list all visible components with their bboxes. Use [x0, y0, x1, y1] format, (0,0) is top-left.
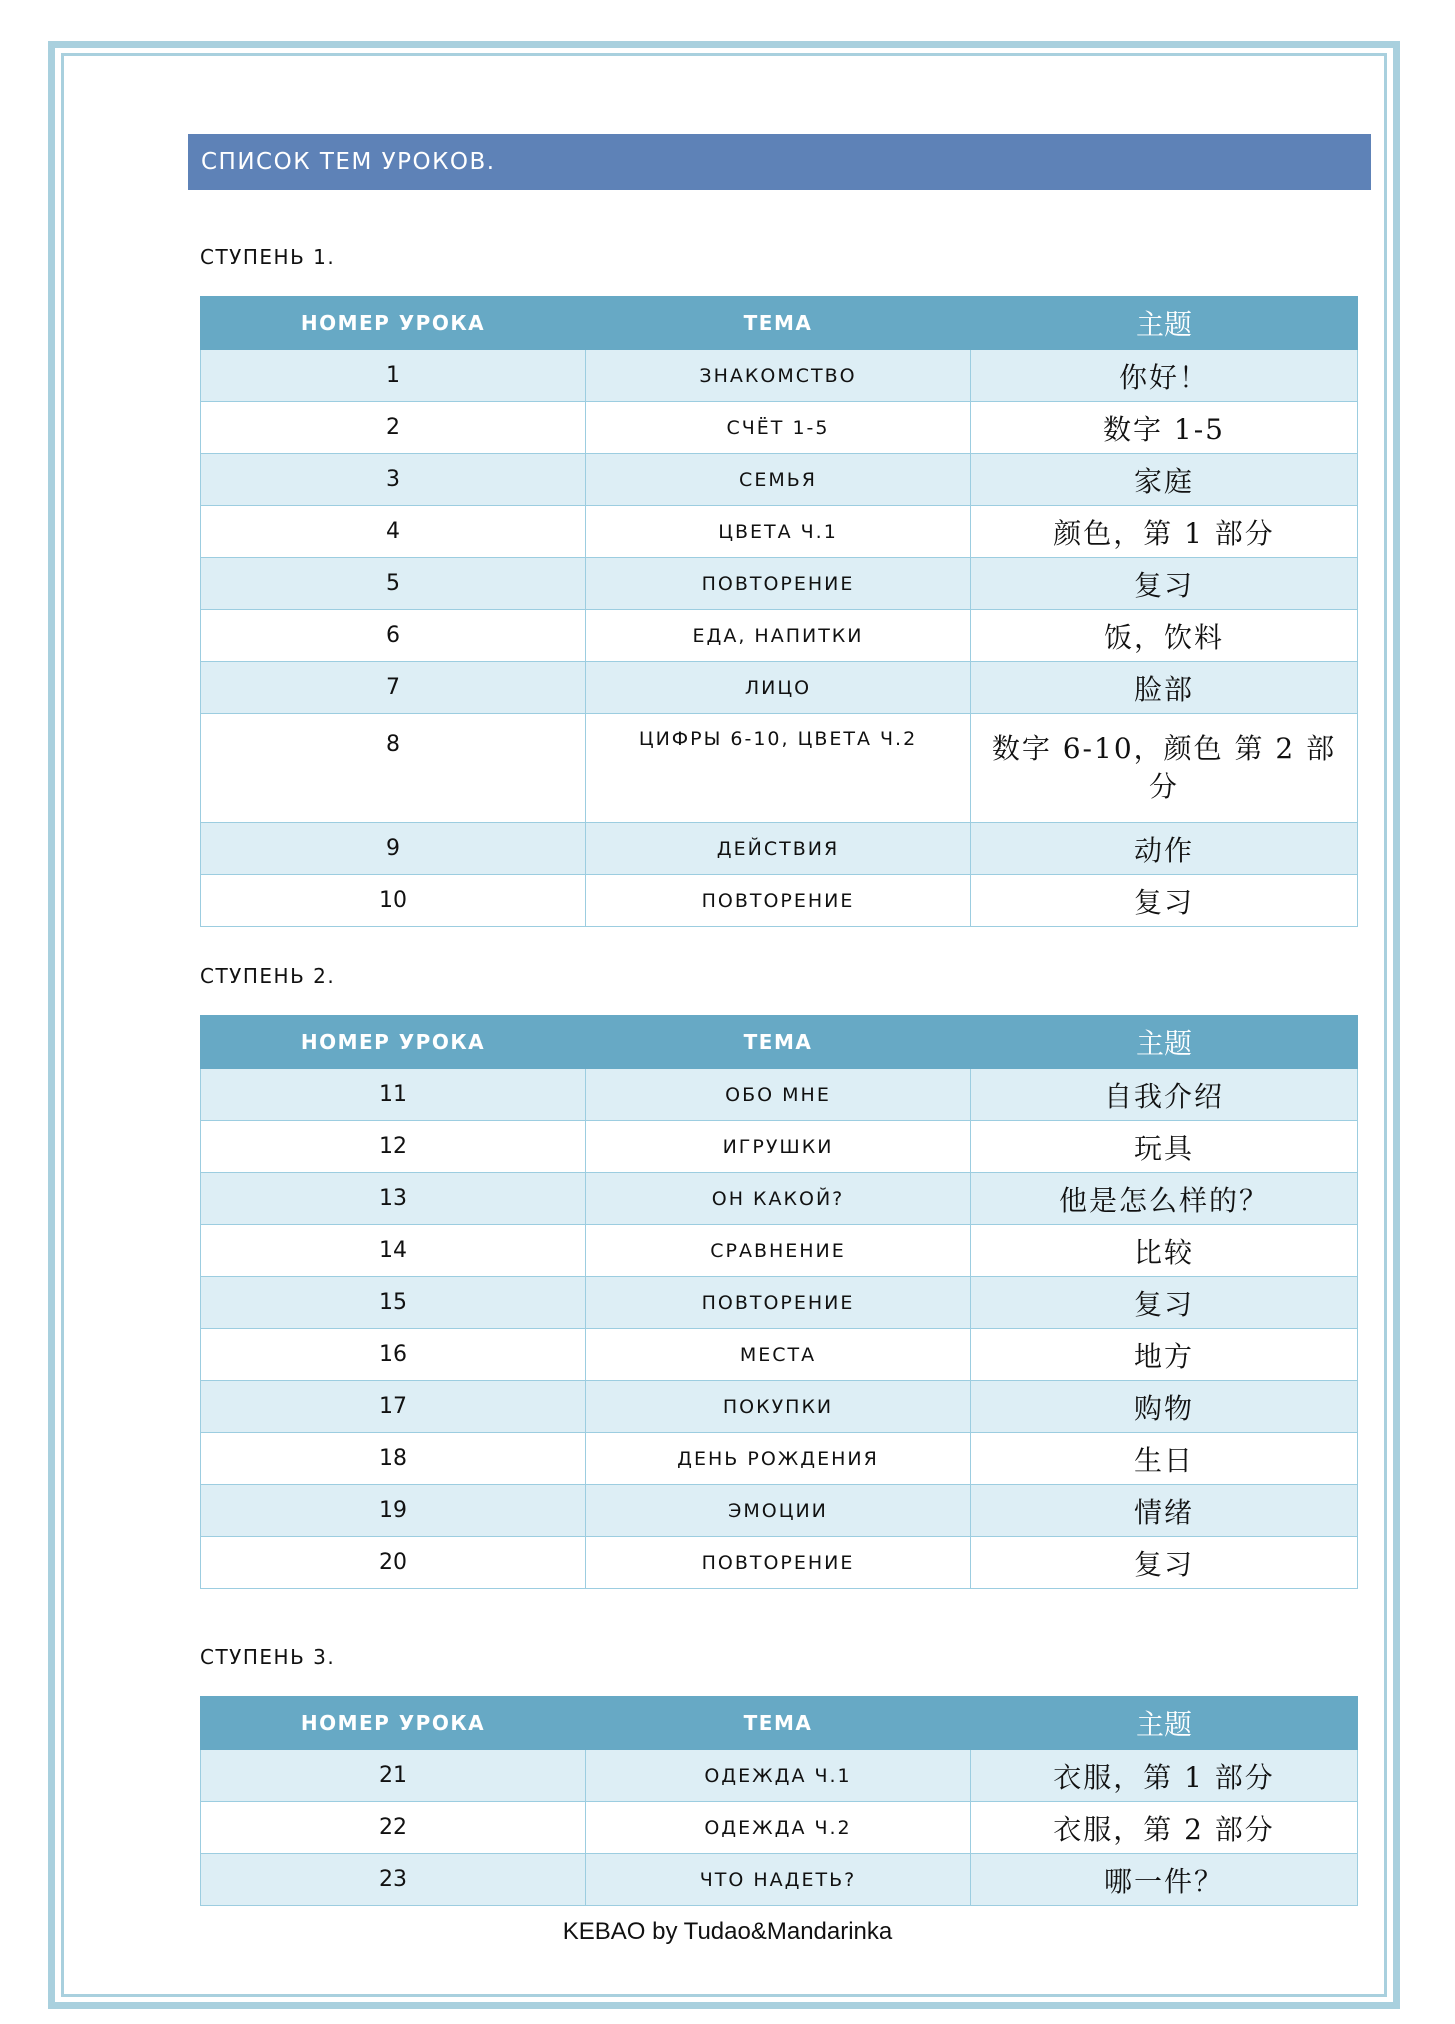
lesson-topic-zh-cell: 地方: [971, 1329, 1358, 1381]
lesson-topic-zh-cell: 购物: [971, 1381, 1358, 1433]
lesson-topic-cell: СЕМЬЯ: [586, 454, 971, 506]
lesson-topic-zh-cell: 你好！: [971, 350, 1358, 402]
table-header-row: [201, 1016, 1358, 1069]
lesson-number-cell: 11: [201, 1069, 586, 1121]
table-row: [201, 1277, 1358, 1329]
lesson-topic-cell: ОДЕЖДА Ч.2: [586, 1802, 971, 1854]
lesson-topic-zh-cell: 脸部: [971, 662, 1358, 714]
table-row: [201, 1173, 1358, 1225]
lesson-number-cell: 3: [201, 454, 586, 506]
table-row: [201, 1329, 1358, 1381]
lesson-number-cell: 10: [201, 875, 586, 927]
lesson-topic-cell: ЧТО НАДЕТЬ?: [586, 1854, 971, 1906]
lesson-topic-cell: СРАВНЕНИЕ: [586, 1225, 971, 1277]
lesson-topic-zh-cell: 复习: [971, 875, 1358, 927]
lesson-number-cell: 22: [201, 1802, 586, 1854]
lesson-topic-cell: ЭМОЦИИ: [586, 1485, 971, 1537]
lesson-number-cell: 12: [201, 1121, 586, 1173]
stage-2-label: СТУПЕНЬ 2.: [200, 964, 336, 988]
lesson-topic-cell: ЦВЕТА Ч.1: [586, 506, 971, 558]
table-row: [201, 1750, 1358, 1802]
table-row: [201, 1537, 1358, 1589]
column-header-number: НОМЕР УРОКА: [201, 1697, 586, 1750]
lesson-number-cell: 6: [201, 610, 586, 662]
lesson-topic-cell: ПОКУПКИ: [586, 1381, 971, 1433]
lesson-number-cell: 15: [201, 1277, 586, 1329]
stage-2-table: [200, 1015, 1358, 1589]
column-header-topic: ТЕМА: [586, 297, 971, 350]
column-header-number: НОМЕР УРОКА: [201, 297, 586, 350]
table-row: [201, 1121, 1358, 1173]
lesson-topic-cell: ОБО МНЕ: [586, 1069, 971, 1121]
table-row: [201, 662, 1358, 714]
lesson-topic-zh-cell: 复习: [971, 558, 1358, 610]
table-row: [201, 610, 1358, 662]
lesson-topic-zh-cell: 动作: [971, 823, 1358, 875]
table-row: [201, 823, 1358, 875]
column-header-topic: ТЕМА: [586, 1016, 971, 1069]
lesson-topic-cell: ЛИЦО: [586, 662, 971, 714]
table-row: [201, 1225, 1358, 1277]
lesson-topic-zh-cell: 他是怎么样的？: [971, 1173, 1358, 1225]
lesson-topic-cell: МЕСТА: [586, 1329, 971, 1381]
lesson-number-cell: 23: [201, 1854, 586, 1906]
stage-1-label: СТУПЕНЬ 1.: [200, 245, 336, 269]
lesson-topic-zh-cell: 复习: [971, 1277, 1358, 1329]
lesson-topic-cell: ПОВТОРЕНИЕ: [586, 1277, 971, 1329]
table-row: [201, 506, 1358, 558]
lesson-topic-zh-cell: 生日: [971, 1433, 1358, 1485]
lesson-topic-cell: ДЕНЬ РОЖДЕНИЯ: [586, 1433, 971, 1485]
lesson-topic-zh-cell: 颜色，第 1 部分: [971, 506, 1358, 558]
lesson-topic-zh-cell: 数字 1-5: [971, 402, 1358, 454]
lesson-topic-zh-cell: 饭，饮料: [971, 610, 1358, 662]
column-header-topic-zh: 主题: [971, 297, 1358, 350]
lesson-topic-zh-cell: 哪一件？: [971, 1854, 1358, 1906]
lesson-number-cell: 19: [201, 1485, 586, 1537]
lesson-topic-cell: ЦИФРЫ 6-10, ЦВЕТА Ч.2: [586, 714, 971, 823]
table-row: [201, 1069, 1358, 1121]
column-header-topic-zh: 主题: [971, 1697, 1358, 1750]
lesson-number-cell: 16: [201, 1329, 586, 1381]
lesson-topic-zh-cell: 自我介绍: [971, 1069, 1358, 1121]
table-row: [201, 1485, 1358, 1537]
lesson-number-cell: 17: [201, 1381, 586, 1433]
lesson-topic-zh-cell: 情绪: [971, 1485, 1358, 1537]
column-header-topic-zh: 主题: [971, 1016, 1358, 1069]
lesson-topic-cell: ОН КАКОЙ?: [586, 1173, 971, 1225]
lesson-topic-zh-cell: 家庭: [971, 454, 1358, 506]
lesson-topic-cell: СЧЁТ 1-5: [586, 402, 971, 454]
table-row: [201, 1802, 1358, 1854]
page-title: СПИСОК ТЕМ УРОКОВ.: [188, 134, 1371, 190]
table-row: [201, 1381, 1358, 1433]
lesson-number-cell: 1: [201, 350, 586, 402]
lesson-topic-zh-cell: 复习: [971, 1537, 1358, 1589]
lesson-number-cell: 4: [201, 506, 586, 558]
table-row: [201, 350, 1358, 402]
table-header-row: [201, 297, 1358, 350]
table-row: [201, 558, 1358, 610]
table-row: [201, 714, 1358, 823]
lesson-number-cell: 7: [201, 662, 586, 714]
lesson-number-cell: 2: [201, 402, 586, 454]
lesson-number-cell: 8: [201, 714, 586, 823]
lesson-topic-zh-cell: 数字 6-10，颜色 第 2 部分: [971, 714, 1358, 823]
lesson-number-cell: 5: [201, 558, 586, 610]
column-header-number: НОМЕР УРОКА: [201, 1016, 586, 1069]
lesson-topic-cell: ДЕЙСТВИЯ: [586, 823, 971, 875]
lesson-topic-cell: ЗНАКОМСТВО: [586, 350, 971, 402]
stage-1-table: [200, 296, 1358, 927]
lesson-number-cell: 14: [201, 1225, 586, 1277]
column-header-topic: ТЕМА: [586, 1697, 971, 1750]
lesson-number-cell: 13: [201, 1173, 586, 1225]
table-row: [201, 402, 1358, 454]
lesson-number-cell: 18: [201, 1433, 586, 1485]
table-row: [201, 454, 1358, 506]
lesson-topic-zh-cell: 衣服，第 2 部分: [971, 1802, 1358, 1854]
lesson-topic-zh-cell: 玩具: [971, 1121, 1358, 1173]
lesson-topic-cell: ЕДА, НАПИТКИ: [586, 610, 971, 662]
lesson-topic-cell: ПОВТОРЕНИЕ: [586, 875, 971, 927]
lesson-topic-zh-cell: 比较: [971, 1225, 1358, 1277]
table-header-row: [201, 1697, 1358, 1750]
lesson-topic-zh-cell: 衣服，第 1 部分: [971, 1750, 1358, 1802]
lesson-topic-cell: ПОВТОРЕНИЕ: [586, 558, 971, 610]
lesson-topic-cell: ПОВТОРЕНИЕ: [586, 1537, 971, 1589]
table-row: [201, 875, 1358, 927]
table-row: [201, 1433, 1358, 1485]
lesson-number-cell: 21: [201, 1750, 586, 1802]
stage-3-label: СТУПЕНЬ 3.: [200, 1645, 336, 1669]
lesson-topic-cell: ИГРУШКИ: [586, 1121, 971, 1173]
lesson-number-cell: 9: [201, 823, 586, 875]
footer-credit: KEBAO by Tudao&Mandarinka: [562, 1918, 893, 1945]
lesson-topic-cell: ОДЕЖДА Ч.1: [586, 1750, 971, 1802]
lesson-number-cell: 20: [201, 1537, 586, 1589]
table-row: [201, 1854, 1358, 1906]
stage-3-table: [200, 1696, 1358, 1906]
